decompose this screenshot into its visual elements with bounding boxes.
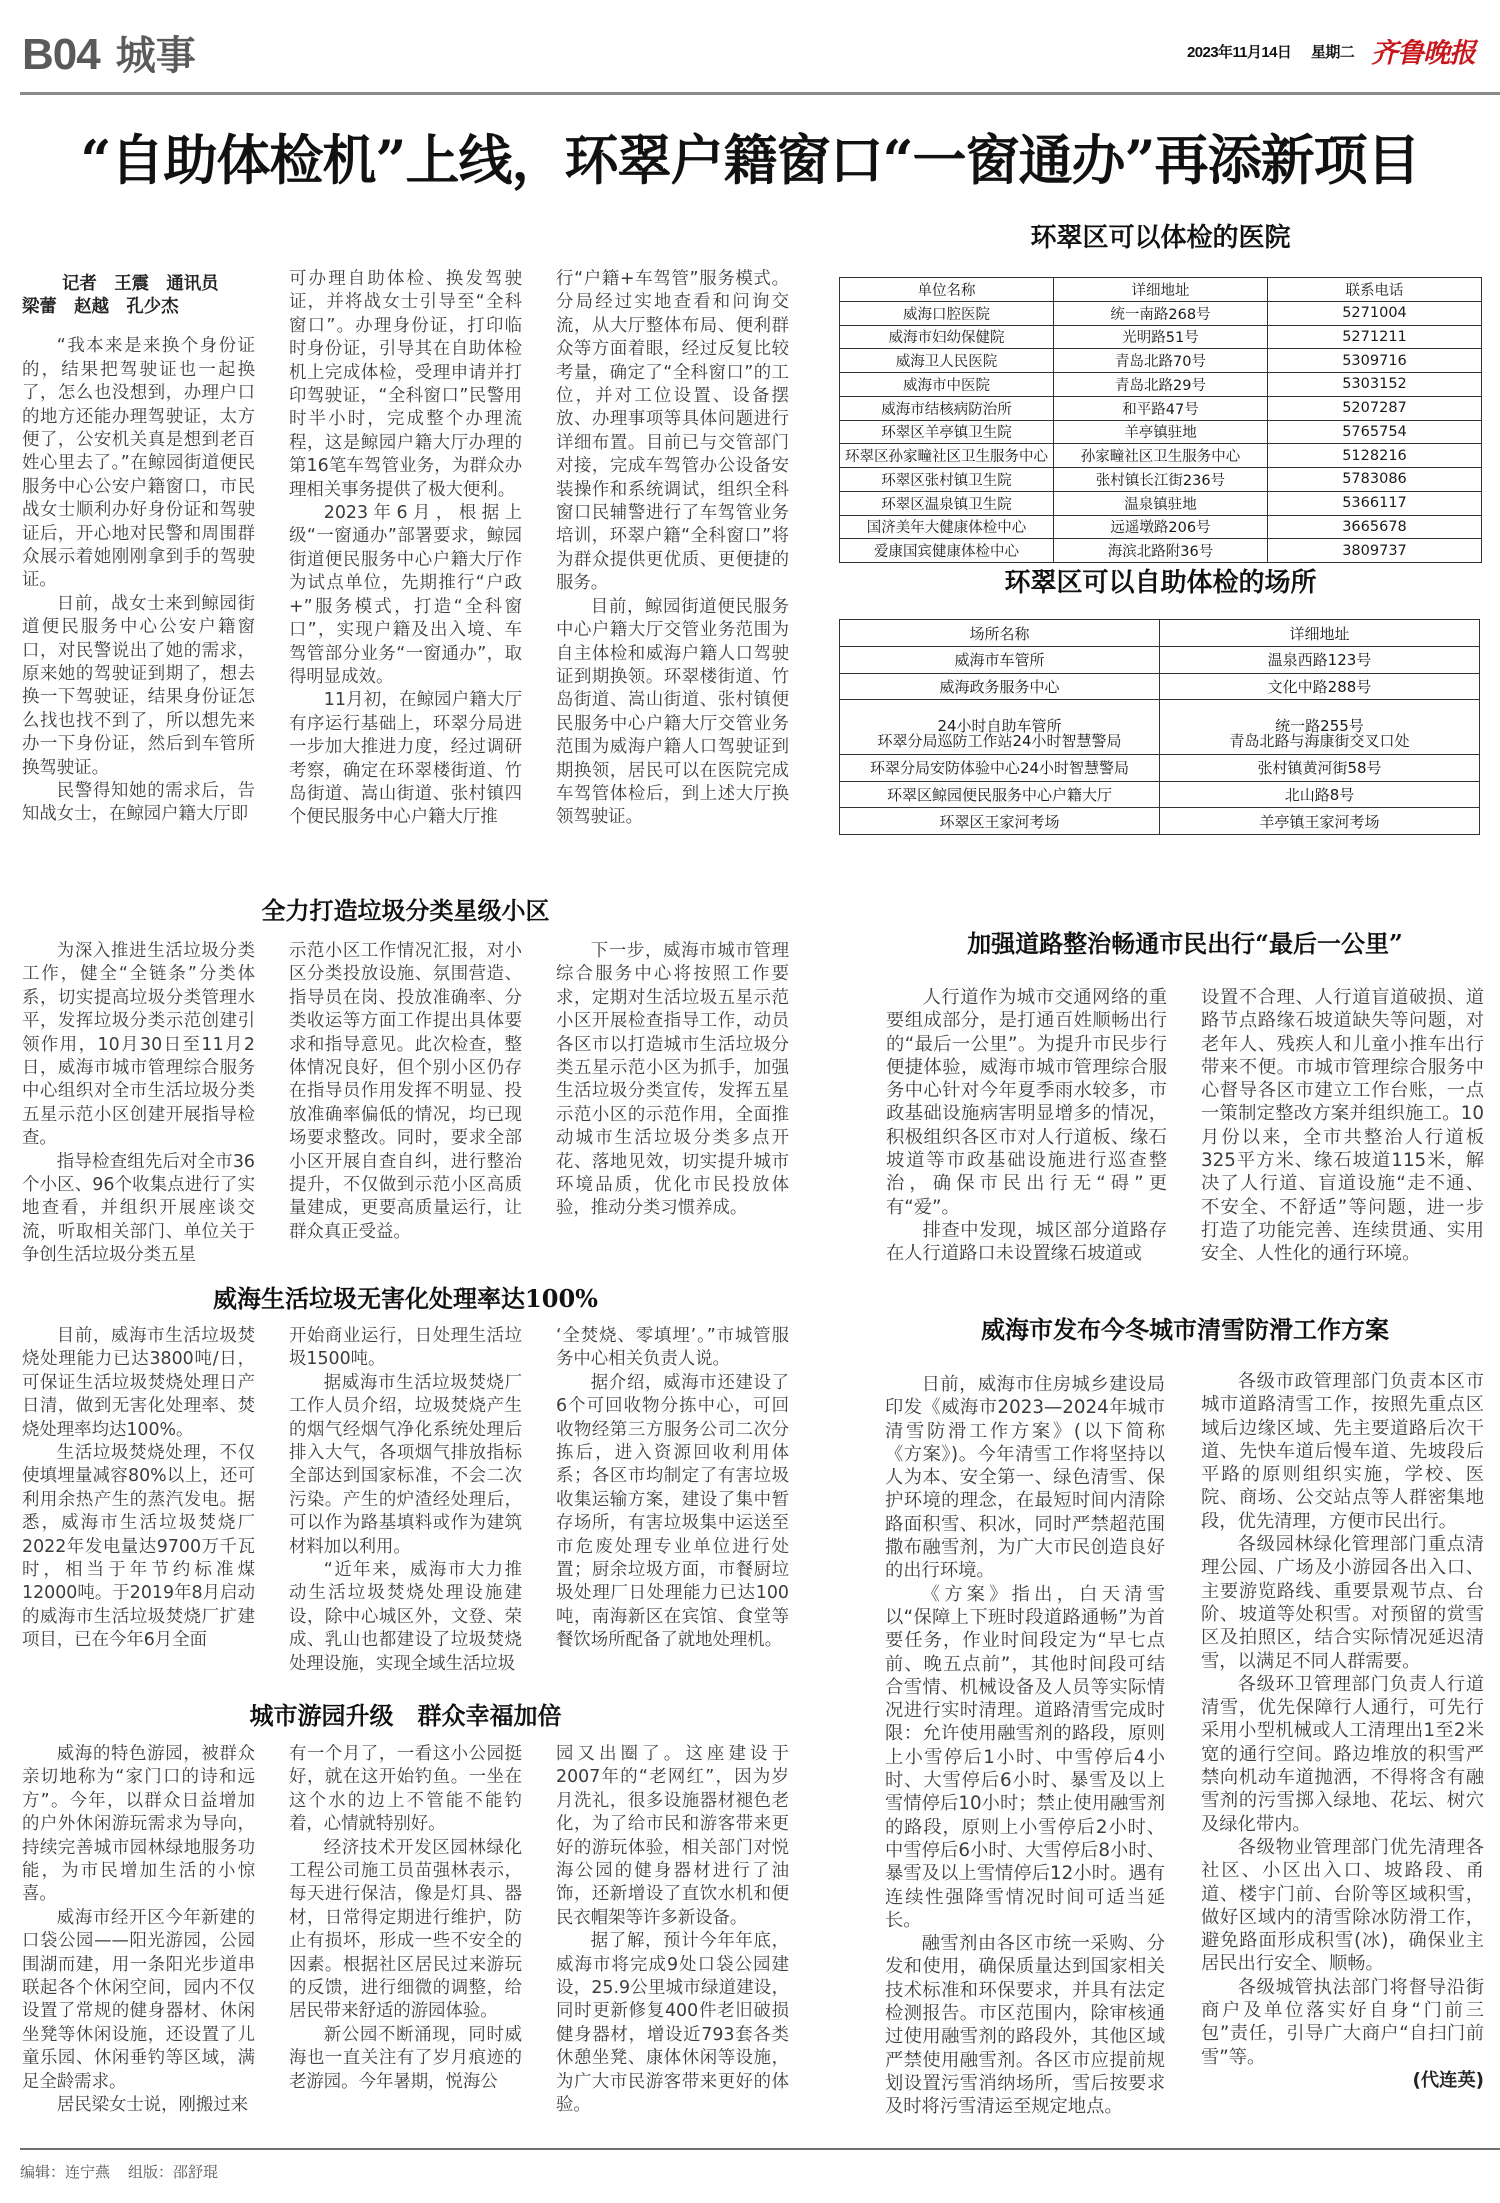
article-paragraph: 威海的特色游园，被群众亲切地称为“家门口的诗和远方”。今年，以群众日益增加的户外休闲游玩需求为导向，持续完善城市园林绿地服务功能，为市民增加生活的小惊喜。 [22, 1744, 255, 1905]
table-row [840, 444, 1482, 468]
article-column [885, 1373, 1165, 2119]
article-paragraph: 据介绍，威海市还建设了6个可回收物分拣中心，可回收物经第三方服务公司二次分拣后，进入资源回收利用体系；各区市均制定了有害垃圾收集运输方案，建设了集中暂存场所，有害垃圾集中运送至市危废处理专业单位进行处置；厨余垃圾方面，市餐厨垃圾处理厂日处理能力已达100吨，南海新区在宾馆、食堂等餐饮场所配备了就地处理机。 [556, 1372, 789, 1651]
article-paragraph: 日前，战女士来到鲸园街道便民服务中心公安户籍窗口，对民警说出了她的需求，原来她的驾驶证到期了，想去换一下驾驶证，结果身份证怎么找也找不到了，所以想先来办一下身份证，然后到车管所换驾驶证。 [22, 593, 255, 778]
article-column [1201, 986, 1484, 1266]
hospital-name-cell: 环翠区孙家疃社区卫生服务中心 [840, 444, 1054, 468]
article-paragraph: ‘全焚烧、零填埋’。”市城管服务中心相关负责人说。 [556, 1326, 789, 1370]
address-cell: 文化中路288号 [1160, 673, 1480, 700]
venue-name-cell: 威海市车管所 [840, 647, 1160, 674]
table-row [840, 373, 1482, 397]
editor-credit: 编辑：连宁燕 [20, 2163, 111, 2181]
section-name: 城事 [115, 33, 196, 79]
hospital-name-cell: 环翠区羊亭镇卫生院 [840, 420, 1054, 444]
layout-credit: 组版：邵舒琨 [128, 2163, 219, 2181]
venue-name-cell [840, 700, 1160, 755]
table-row [840, 539, 1482, 563]
table-row [840, 700, 1480, 755]
article-column [289, 1743, 522, 2094]
hospital-name-cell: 威海市中医院 [840, 373, 1054, 397]
article-paragraph: 目前，鲸园街道便民服务中心户籍大厅交管业务范围为自主体检和威海户籍人口驾驶证到期换领。环翠楼街道、竹岛街道、嵩山街道、张村镇便民服务中心户籍大厅交管业务范围为威海户籍人口驾驶证到期换领，居民可以在医院完成车驾管体检后，到上述大厅换领驾驶证。 [556, 596, 789, 828]
phone-cell: 5783086 [1268, 468, 1482, 492]
footer-divider [20, 2148, 1500, 2150]
article-paragraph: 各级园林绿化管理部门重点清理公园、广场及小游园各出入口、主要游览路线、重要景观节点、台阶、坡道等处积雪。对预留的赏雪区及拍照区，结合实际情况延迟清雪，以满足不同人群需要。 [1201, 1534, 1484, 1672]
byline-line: 记者 王震 通讯员 [62, 274, 219, 294]
article-headline: 城市游园升级 群众幸福加倍 [249, 1701, 562, 1730]
article-paragraph: 威海市经开区今年新建的口袋公园——阳光游园，公园围湖而建，用一条阳光步道串联起各个休闲空间，园内不仅设置了常规的健身器材、休闲坐凳等休闲设施，还设置了儿童乐园、休闲垂钓等区域，满足全龄需求。 [22, 1907, 255, 2092]
column-header: 详细地址 [1160, 620, 1480, 647]
phone-cell: 5765754 [1268, 420, 1482, 444]
article-paragraph: 人行道作为城市交通网络的重要组成部分，是打通百姓顺畅出行的“最后一公里”。为提升市民步行便捷体验，威海市城市管理综合服务中心针对今年夏季雨水较多，市政基础设施病害明显增多的情况，积极组织各区市对人行道板、缘石坡道等市政基础设施进行巡查整治，确保市民出行无“碍”更有“爱”。 [886, 987, 1167, 1218]
address-cell: 和平路47号 [1054, 396, 1268, 420]
column-header: 详细地址 [1054, 278, 1268, 302]
table-row [840, 325, 1482, 349]
article-column [289, 268, 522, 830]
author-credit: (代连英) [1412, 2069, 1484, 2091]
address-cell: 羊亭镇王家河考场 [1160, 808, 1480, 835]
address-cell: 统一南路268号 [1054, 301, 1268, 325]
article-headline: 全力打造垃圾分类星级小区 [261, 896, 550, 925]
issue-date: 2023年11月14日 [1187, 44, 1292, 61]
article-paragraph: 新公园不断涌现，同时威海也一直关注有了岁月痕迹的老游园。今年暑期，悦海公 [289, 2024, 522, 2092]
article-paragraph: 设置不合理、人行道盲道破损、道路节点路缘石坡道缺失等问题，对老年人、残疾人和儿童小推车出行带来不便。市城市管理综合服务中心督导各区市建立工作台账，一点一策制定整改方案并组织施工。10月份以来，全市共整治人行道板325平方米、缘石坡道115米，解决了人行道、盲道设施“走不通、不安全、不舒适”等问题，进一步打造了功能完善、连续贯通、实用安全、人性化的通行环境。 [1201, 987, 1484, 1265]
phone-cell: 5207287 [1268, 396, 1482, 420]
table-row [840, 468, 1482, 492]
phone-cell: 5366117 [1268, 491, 1482, 515]
table-header-row [840, 620, 1480, 647]
article-paragraph: 2023年6月，根据上级“一窗通办”部署要求，鲸园街道便民服务中心户籍大厅作为试点单位，先期推行“户政+”服务模式，打造“全科窗口”，实现户籍及出入境、车驾管部分业务“一窗通办”，取得明显成效。 [289, 503, 522, 687]
venue-name-cell: 环翠区鲸园便民服务中心户籍大厅 [840, 781, 1160, 808]
article-paragraph: 居民梁女士说，刚搬过来 [56, 2095, 249, 2116]
address-cell: 青岛北路29号 [1054, 373, 1268, 397]
page-number: B04 [22, 30, 100, 79]
article-paragraph: 示范小区工作情况汇报，对小区分类投放设施、氛围营造、指导员在岗、投放准确率、分类收运等方面工作提出具体要求和指导意见。此次检查，整体情况良好，但个别小区仍存在指导员作用发挥不明显、投放准确率偏低的情况，均已现场要求整改。同时，要求全部小区开展自查自纠，进行整治提升，不仅做到示范小区高质量建成，更要高质量运行，让群众真正受益。 [289, 941, 522, 1242]
article-column [22, 1325, 255, 1653]
masthead-logo: 齐鲁晚报 [1371, 38, 1475, 69]
hospital-name-cell: 威海口腔医院 [840, 301, 1054, 325]
address-cell: 孙家疃社区卫生服务中心 [1054, 444, 1268, 468]
article-paragraph: 据威海市生活垃圾焚烧厂工作人员介绍，垃圾焚烧产生的烟气经烟气净化系统处理后排入大气，各项烟气排放指标全部达到国家标准，不会二次污染。产生的炉渣经处理后，可以作为路基填料或作为建筑材料加以利用。 [289, 1372, 522, 1557]
article-paragraph: 目前，威海市生活垃圾焚烧处理能力已达3800吨/日，可保证生活垃圾焚烧处理日产日清，做到无害化处理率、焚烧处理率均达100%。 [22, 1326, 255, 1440]
lead-headline: “自助体检机”上线，环翠户籍窗口“一窗通办”再添新项目 [80, 128, 1420, 192]
article-column [556, 940, 789, 1221]
hospital-name-cell: 威海市妇幼保健院 [840, 325, 1054, 349]
article-headline: 加强道路整治畅通市民出行“最后一公里” [967, 929, 1403, 958]
article-paragraph: 开始商业运行，日处理生活垃圾1500吨。 [289, 1326, 522, 1370]
table-row [840, 301, 1482, 325]
cell-line: 统一路255号 [1275, 717, 1364, 736]
article-paragraph: “近年来，威海市大力推动生活垃圾焚烧处理设施建设，除中心城区外，文登、荣成、乳山也都建设了垃圾焚烧处理设施，实现全域生活垃圾 [289, 1560, 522, 1674]
hospital-table-title: 环翠区可以体检的医院 [1030, 223, 1291, 253]
table-row [840, 420, 1482, 444]
article-paragraph: 经济技术开发区园林绿化工程公司施工员苗强林表示，每天进行保洁，像是灯具、器材，日常得定期进行维护，防止有损坏，形成一些不安全的因素。根据社区居民过来游玩的反馈，进行细微的调整，给居民带来舒适的游园体验。 [289, 1837, 522, 2022]
address-cell: 北山路8号 [1160, 781, 1480, 808]
article-paragraph: 11月初，在鲸园户籍大厅有序运行基础上，环翠分局进一步加大推进力度，经过调研考察，确定在环翠楼街道、竹岛街道、嵩山街道、张村镇四个便民服务中心户籍大厅推 [289, 690, 522, 828]
address-cell: 张村镇黄河街58号 [1160, 755, 1480, 782]
article-paragraph: 各级物业管理部门优先清理各社区、小区出入口、坡路段、甬道、楼宇门前、台阶等区域积雪，做好区域内的清雪除冰防滑工作，避免路面形成积雪(冰)，确保业主居民出行安全、顺畅。 [1201, 1836, 1484, 1975]
phone-cell: 5309716 [1268, 349, 1482, 373]
article-paragraph: 各级市政管理部门负责本区市城市道路清雪工作，按照先重点区域后边缘区域、先主要道路后次干道、先快车道后慢车道、先坡段后平路的原则组织实施，学校、医院、商场、公交站点等人群密集地段，优先清理，方便市民出行。 [1201, 1371, 1484, 1532]
phone-cell: 5128216 [1268, 444, 1482, 468]
venue-name-cell: 环翠区王家河考场 [840, 808, 1160, 835]
address-cell: 张村镇长江街236号 [1054, 468, 1268, 492]
footer-credits [20, 2162, 218, 2182]
article-column [556, 268, 789, 830]
address-cell: 远遥墩路206号 [1054, 515, 1268, 539]
article-paragraph: 民警得知她的需求后，告知战女士，在鲸园户籍大厅即 [22, 781, 255, 825]
self-service-venue-table [839, 619, 1480, 835]
venue-name-cell: 威海政务服务中心 [840, 673, 1160, 700]
article-column [22, 940, 255, 1268]
article-paragraph: 指导检查组先后对全市36个小区、96个收集点进行了实地查看，并组织开展座谈交流，听取相关部门、单位关于争创生活垃圾分类五星 [22, 1151, 255, 1266]
address-cell: 温泉西路123号 [1160, 647, 1480, 674]
hospital-name-cell: 爱康国宾健康体检中心 [840, 539, 1054, 563]
article-paragraph: 排查中发现，城区部分道路存在人行道路口未设置缘石坡道或 [886, 1219, 1167, 1265]
byline [22, 273, 255, 320]
article-paragraph: 融雪剂由各区市统一采购、分发和使用，确保质量达到国家相关技术标准和环保要求，并具有法定检测报告。市区范围内，除审核通过使用融雪剂的路段外，其他区域严禁使用融雪剂。各区市应提前规划设置污雪消纳场所，雪后按要求及时将污雪清运至规定地点。 [885, 1933, 1165, 2118]
article-column [22, 273, 255, 827]
article-column [22, 1743, 255, 2118]
article-paragraph: 可办理自助体检、换发驾驶证，并将战女士引导至“全科窗口”。办理身份证，打印临时身份证，引导其在自助体检机上完成体检，受理申请并打印驾驶证，“全科窗口”民警用时半小时，完成整个办理流程，这是鲸园户籍大厅办理的第16笔车驾管业务，为群众办理相关事务提供了极大便利。 [289, 269, 522, 500]
table-row [840, 349, 1482, 373]
article-paragraph: 各级城管执法部门将督导沿街商户及单位落实好自身“门前三包”责任，引导广大商户“自扫门前雪”等。 [1201, 1976, 1484, 2068]
table-row [840, 755, 1480, 782]
article-paragraph: 有一个月了，一看这小公园挺好，就在这开始钓鱼。一坐在这个水的边上不管能不能钓着，心情就特别好。 [289, 1744, 522, 1835]
article-column [886, 986, 1167, 1266]
address-cell [1160, 700, 1480, 755]
article-headline: 威海市发布今冬城市清雪防滑工作方案 [981, 1315, 1389, 1344]
table-row [840, 647, 1480, 674]
hospital-name-cell: 国济美年大健康体检中心 [840, 515, 1054, 539]
article-column [556, 1743, 789, 2118]
header-divider [20, 92, 1500, 95]
self-service-table-title: 环翠区可以自助体检的场所 [1004, 568, 1317, 598]
article-paragraph: 园又出圈了。这座建设于2007年的“老网红”，因为岁月洗礼，很多设施器材褪色老化，为了给市民和游客带来更好的游玩体验，相关部门对悦海公园的健身器材进行了油饰，还新增设了直饮水机和便民衣帽架等许多新设备。 [556, 1744, 789, 1928]
address-cell: 温泉镇驻地 [1054, 491, 1268, 515]
hospital-name-cell: 环翠区张村镇卫生院 [840, 468, 1054, 492]
hospital-name-cell: 环翠区温泉镇卫生院 [840, 491, 1054, 515]
phone-cell: 3809737 [1268, 539, 1482, 563]
article-column [289, 940, 522, 1244]
column-header: 单位名称 [840, 278, 1054, 302]
article-paragraph: 日前，威海市住房城乡建设局印发《威海市2023—2024年城市清雪防滑工作方案》(以下简称《方案》)。今年清雪工作将坚持以人为本、安全第一、绿色清雪、保护环境的理念，在最短时间内清除路面积雪、积冰，同时严禁超范围撒布融雪剂，为广大市民创造良好的出行环境。 [885, 1374, 1165, 1582]
page-section-header [22, 30, 196, 86]
issue-weekday: 星期二 [1311, 44, 1355, 61]
hospital-name-cell: 威海卫人民医院 [840, 349, 1054, 373]
phone-cell: 5271211 [1268, 325, 1482, 349]
article-paragraph: 据了解，预计今年年底，威海市将完成9处口袋公园建设，25.9公里城市绿道建设，同时更新修复400件老旧破损健身器材，增设近793套各类休憩坐凳、康体休闲等设施，为广大市民游客带来更好的体验。 [556, 1931, 789, 2116]
table-row [840, 396, 1482, 420]
table-header-row [840, 278, 1482, 302]
address-cell: 海滨北路附36号 [1054, 539, 1268, 563]
article-paragraph: 各级环卫管理部门负责人行道清雪，优先保障行人通行，可先行采用小型机械或人工清理出1至2米宽的通行空间。路边堆放的积雪严禁向机动车道抛洒，不得将含有融雪剂的污雪掷入绿地、花坛、树穴及绿化带内。 [1201, 1673, 1484, 1835]
article-paragraph: “我本来是来换个身份证的，结果把驾驶证也一起换了，怎么也没想到，办理户口的地方还能办理驾驶证，太方便了，公安机关真是想到老百姓心里去了。”在鲸园街道便民服务中心公安户籍窗口，市民战女士顺利办好身份证和驾驶证后，开心地对民警和周围群众展示着她刚刚拿到手的驾驶证。 [22, 336, 255, 591]
article-column [1201, 1370, 1484, 2092]
cell-line: 青岛北路与海康街交叉口处 [1229, 732, 1410, 751]
venue-name-cell: 环翠分局安防体验中心24小时智慧警局 [840, 755, 1160, 782]
byline-line: 梁蕾 赵越 孔少杰 [22, 297, 179, 318]
hospital-name-cell: 威海市结核病防治所 [840, 396, 1054, 420]
phone-cell: 3665678 [1268, 515, 1482, 539]
cell-line: 24小时自助车管所 [937, 717, 1062, 736]
table-row [840, 515, 1482, 539]
article-headline: 威海生活垃圾无害化处理率达100% [213, 1284, 598, 1313]
hospital-exam-table [839, 277, 1482, 563]
address-cell: 光明路51号 [1054, 325, 1268, 349]
table-row [840, 491, 1482, 515]
address-cell: 青岛北路70号 [1054, 349, 1268, 373]
article-paragraph: 为深入推进生活垃圾分类工作，健全“全链条”分类体系，切实提高垃圾分类管理水平，发挥垃圾分类示范创建引领作用，10月30日至11月2日，威海市城市管理综合服务中心组织对全市生活垃圾分类五星示范小区创建开展指导检查。 [22, 941, 255, 1149]
column-header: 场所名称 [840, 620, 1160, 647]
table-row [840, 673, 1480, 700]
article-paragraph: 《方案》指出，白天清雪以“保障上下班时段道路通畅”为首要任务，作业时间段定为“早七点前、晚五点前”，其他时间段可结合雪情、机械设备及人员等实际情况进行实时清理。道路清雪完成时限：允许使用融雪剂的路段，原则上小雪停后1小时、中雪停后4小时、大雪停后6小时、暴雪及以上雪情停后10小时；禁止使用融雪剂的路段，原则上小雪停后2小时、中雪停后6小时、大雪停后8小时、暴雪及以上雪情停后12小时。遇有连续性强降雪情况时间可适当延长。 [885, 1583, 1165, 1931]
article-column [289, 1325, 522, 1676]
table-row [840, 808, 1480, 835]
table-row [840, 781, 1480, 808]
article-paragraph: 下一步，威海市城市管理综合服务中心将按照工作要求，定期对生活垃圾五星示范小区开展检查指导工作，动员各区市以打造城市生活垃圾分类五星示范小区为抓手，加强生活垃圾分类宣传，发挥五星示范小区的示范作用，全面推动城市生活垃圾分类多点开花、落地见效，切实提升城市环境品质，优化市民投放体验，推动分类习惯养成。 [556, 941, 789, 1219]
phone-cell: 5303152 [1268, 373, 1482, 397]
column-header: 联系电话 [1268, 278, 1482, 302]
article-paragraph: 行“户籍+车驾管”服务模式。分局经过实地查看和问询交流，从大厅整体布局、便利群众等方面着眼，经过反复比较考量，确定了“全科窗口”的工位，并对工位设置、设备摆放、办理事项等具体问题进行详细布置。目前已与交管部门对接，完成车驾管办公设备安装操作和系统调试，组织全科窗口民辅警进行了车驾管业务培训，环翠户籍“全科窗口”将为群众提供更优质、更便捷的服务。 [556, 269, 789, 594]
address-cell: 羊亭镇驻地 [1054, 420, 1268, 444]
article-paragraph: 生活垃圾焚烧处理，不仅使填埋量减容80%以上，还可利用余热产生的蒸汽发电。据悉，威海市生活垃圾焚烧厂2022年发电量达9700万千瓦时，相当于年节约标准煤12000吨。于2019年8月启动的威海市生活垃圾焚烧厂扩建项目，已在今年6月全面 [22, 1443, 255, 1651]
article-column [556, 1325, 789, 1653]
cell-line: 环翠分局巡防工作站24小时智慧警局 [877, 732, 1122, 751]
phone-cell: 5271004 [1268, 301, 1482, 325]
